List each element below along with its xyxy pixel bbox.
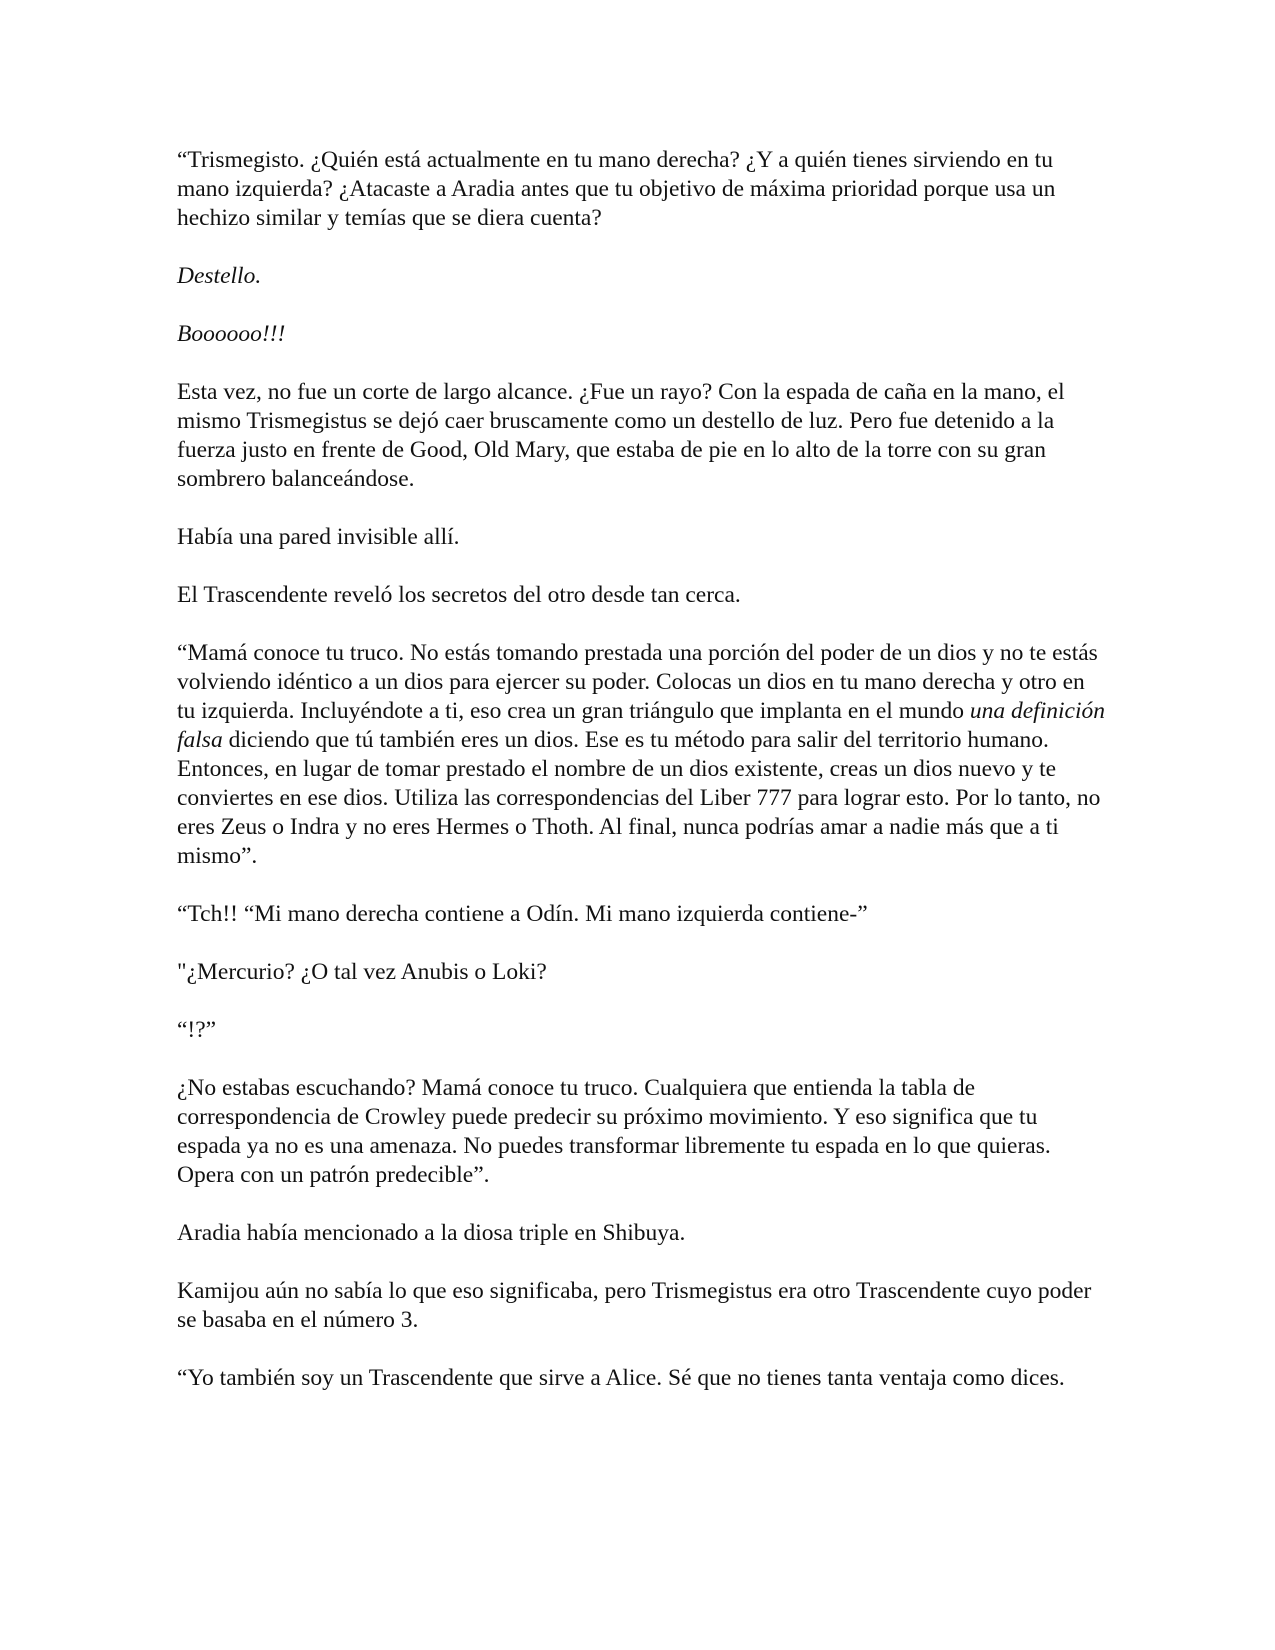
paragraph-kamijou: Kamijou aún no sabía lo que eso significaba, pero Trismegistus era otro Trascendente cuyo poder se basaba en el número 3. (177, 1278, 1092, 1333)
paragraph-yo-tambien: “Yo también soy un Trascendente que sirve a Alice. Sé que no tienes tanta ventaja como dices. (177, 1365, 1065, 1391)
paragraph-pared-invisible: Había una pared invisible allí. (177, 524, 460, 550)
paragraph-no-estabas: ¿No estabas escuchando? Mamá conoce tu truco. Cualquiera que entienda la tabla de correspondencia de Crowley puede predecir su próximo movimiento. Y eso significa que tu espada ya no es una amenaza. No puedes transformar libremente tu espada en lo que quieras. Opera con un patrón predecible”. (177, 1075, 1051, 1188)
paragraph-aradia-shibuya: Aradia había mencionado a la diosa triple en Shibuya. (177, 1220, 686, 1246)
italic-booooo: Boooooo!!! (177, 321, 286, 347)
paragraph-mercurio: "¿Mercurio? ¿O tal vez Anubis o Loki? (177, 959, 547, 985)
paragraph-trascendente-revelo: El Trascendente reveló los secretos del otro desde tan cerca. (177, 582, 741, 608)
paragraph-destello (177, 262, 1107, 291)
text-segment: diciendo que tú también eres un dios. Ese es tu método para salir del territorio humano. Entonces, en lugar de tomar prestado el nombre de un dios existente, creas un dios nuevo y te conviertes en ese dios. Utiliza las correspondencias del Liber 777 para lograr esto. Por lo tanto, no eres Zeus o Indra y no eres Hermes o Thoth. Al final, nunca podrías amar a nadie más que a ti mismo”. (177, 727, 1101, 869)
paragraph-tch: “Tch!! “Mi mano derecha contiene a Odín. Mi mano izquierda contiene-” (177, 901, 868, 927)
paragraph-mama-conoce (177, 639, 1107, 871)
text-segment: “Mamá conoce tu truco. No estás tomando prestada una porción del poder de un dios y no te estás volviendo idéntico a un dios para ejercer su poder. Colocas un dios en tu mano derecha y otro en tu izquierda. Incluyéndote a ti, eso crea un gran triángulo que implanta en el mundo (177, 640, 1098, 724)
paragraph-booooo (177, 320, 1107, 349)
document-page (177, 146, 1107, 1422)
italic-definicion-falsa: una definición falsa (177, 698, 1105, 753)
paragraph-rayo: Esta vez, no fue un corte de largo alcance. ¿Fue un rayo? Con la espada de caña en la mano, el mismo Trismegistus se dejó caer bruscamente como un destello de luz. Pero fue detenido a la fuerza justo en frente de Good, Old Mary, que estaba de pie en lo alto de la torre con su gran sombrero balanceándose. (177, 379, 1065, 492)
paragraph-exclamation: “!?” (177, 1017, 217, 1043)
italic-destello: Destello. (177, 263, 262, 289)
paragraph-trismegisto-question: “Trismegisto. ¿Quién está actualmente en tu mano derecha? ¿Y a quién tienes sirviendo en tu mano izquierda? ¿Atacaste a Aradia antes que tu objetivo de máxima prioridad porque usa un hechizo similar y temías que se diera cuenta? (177, 147, 1056, 231)
